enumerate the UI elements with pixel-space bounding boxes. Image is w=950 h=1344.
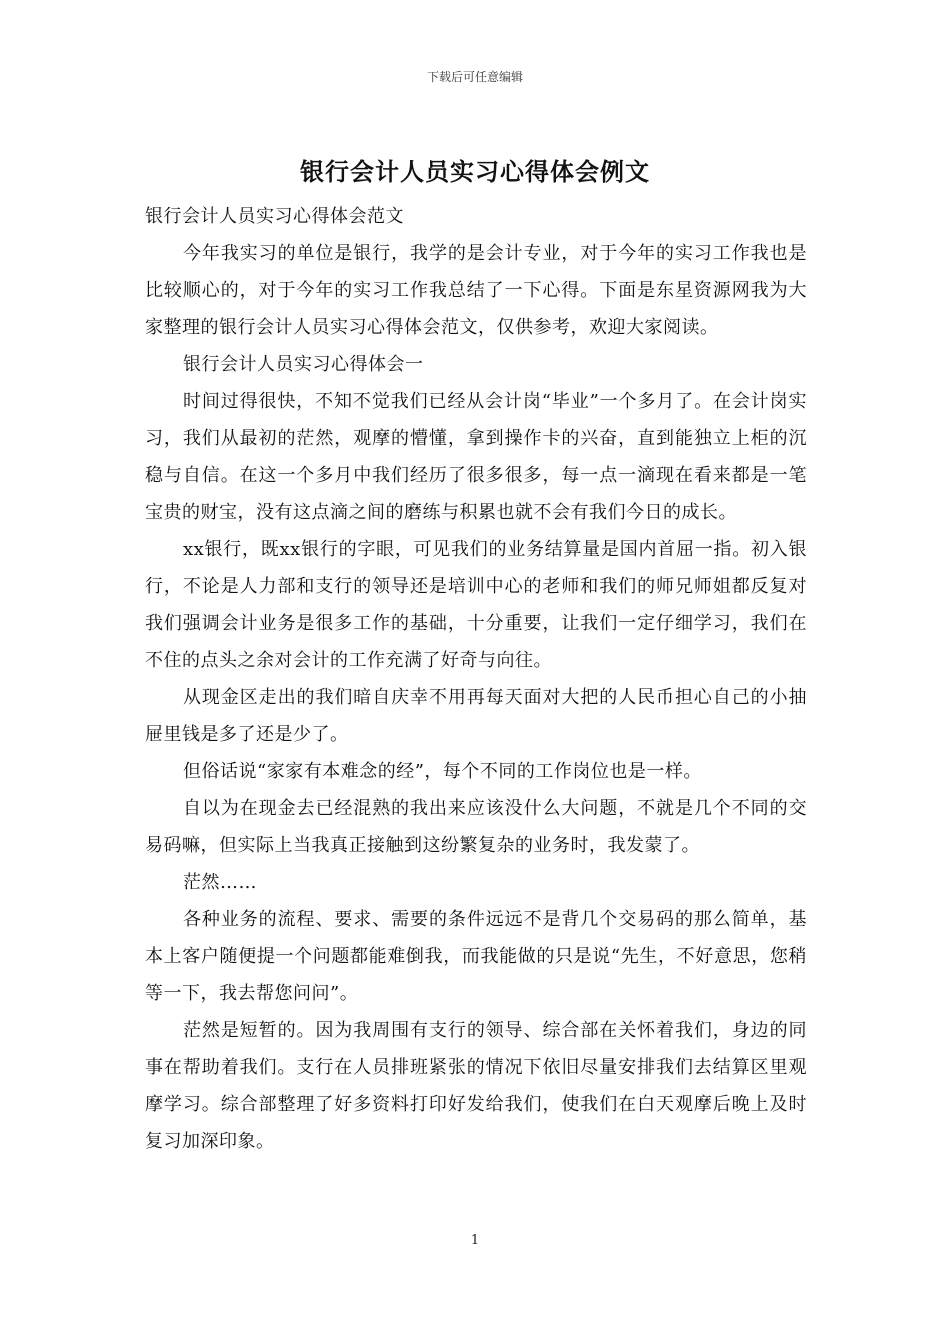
section-heading: 银行会计人员实习心得体会一	[183, 354, 424, 375]
paragraph: 茫然是短暂的。因为我周围有支行的领导、综合部在关怀着我们，身边的同事在帮助着我们。支行在人员排班紧张的情况下依旧尽量安排我们去结算区里观摩学习。综合部整理了好多资料打印好发给我们，使我们在白天观摩后晚上及时复习加深印象。	[145, 1020, 807, 1152]
header-note: 下载后可任意编辑	[426, 70, 523, 84]
document-body	[145, 198, 807, 1160]
document-subtitle: 银行会计人员实习心得体会范文	[145, 206, 404, 227]
paragraph-intro: 今年我实习的单位是银行，我学的是会计专业，对于今年的实习工作我也是比较顺心的，对于今年的实习工作我总结了一下心得。下面是东星资源网我为大家整理的银行会计人员实习心得体会范文，仅供参考，欢迎大家阅读。	[145, 243, 807, 338]
paragraph: 时间过得很快，不知不觉我们已经从会计岗“毕业”一个多月了。在会计岗实习，我们从最初的茫然，观摩的懵懂，拿到操作卡的兴奋，直到能独立上柜的沉稳与自信。在这一个多月中我们经历了很多很多，每一点一滴现在看来都是一笔宝贵的财宝，没有这点滴之间的磨练与积累也就不会有我们今日的成长。	[145, 391, 807, 523]
document-title: 银行会计人员实习心得体会例文	[300, 158, 650, 186]
paragraph: 自以为在现金去已经混熟的我出来应该没什么大问题，不就是几个不同的交易码嘛，但实际上当我真正接触到这纷繁复杂的业务时，我发蒙了。	[145, 798, 807, 856]
paragraph: 但俗话说“家家有本难念的经”，每个不同的工作岗位也是一样。	[183, 761, 702, 782]
paragraph: xx银行，既xx银行的字眼，可见我们的业务结算量是国内首屈一指。初入银行，不论是人力部和支行的领导还是培训中心的老师和我们的师兄师姐都反复对我们强调会计业务是很多工作的基础，十分重要，让我们一定仔细学习，我们在不住的点头之余对会计的工作充满了好奇与向往。	[145, 539, 807, 671]
paragraph: 各种业务的流程、要求、需要的条件远远不是背几个交易码的那么简单，基本上客户随便提一个问题都能难倒我，而我能做的只是说“先生，不好意思，您稍等一下，我去帮您问问”。	[145, 909, 807, 1004]
paragraph: 从现金区走出的我们暗自庆幸不用再每天面对大把的人民币担心自己的小抽屉里钱是多了还是少了。	[145, 687, 807, 745]
paragraph: 茫然……	[183, 872, 257, 893]
page-number: 1	[470, 1233, 480, 1248]
